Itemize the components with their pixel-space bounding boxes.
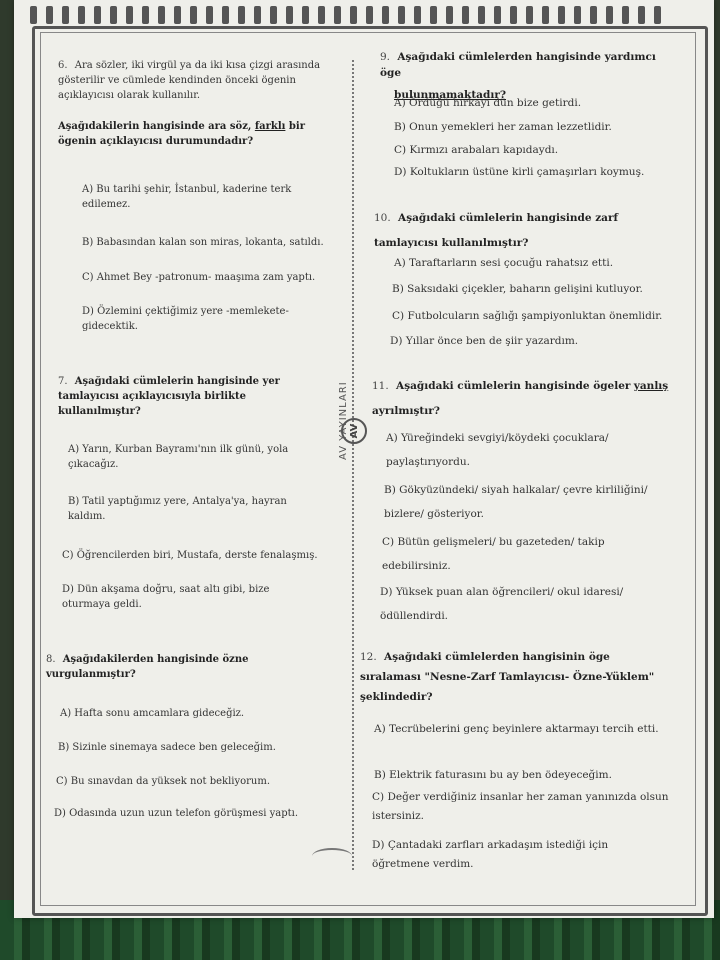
option-d[interactable]: D) Çantadaki zarfları arkadaşım istediği için öğretmene verdim.: [372, 839, 609, 871]
question-stem-part: Aşağıdaki cümlelerden hangisinde yardımcı öge: [380, 51, 656, 79]
option-c[interactable]: C) Kırmızı arabaları kapıdaydı.: [394, 144, 559, 156]
question-6: [58, 58, 343, 149]
option-a[interactable]: A) Ördüğü hırkayı dün bize getirdi.: [394, 97, 582, 109]
question-7: [58, 374, 298, 419]
question-stem-emphasis: yanlış: [633, 380, 669, 392]
question-stem: Aşağıdakilerden hangisinde özne vurgulanmıştır?: [46, 654, 249, 680]
option-c[interactable]: C) Öğrencilerden biri, Mustafa, derste fenalaşmış.: [62, 550, 318, 561]
question-stem-emphasis: bulunmamaktadır?: [394, 88, 507, 101]
option-b[interactable]: B) Saksıdaki çiçekler, baharın gelişini kutluyor.: [392, 283, 643, 295]
option-d[interactable]: D) Koltukların üstüne kirli çamaşırları koymuş.: [394, 166, 645, 178]
question-stem: [58, 119, 343, 149]
question-stem-part: ayrılmıştır?: [372, 405, 440, 418]
option-c[interactable]: C) Bu sınavdan da yüksek not bekliyorum.: [56, 776, 271, 787]
option-a[interactable]: A) Yüreğindeki sevgiyi/köydeki çocuklara/ paylaştırıyordu.: [386, 432, 609, 469]
option-d[interactable]: D) Dün akşama doğru, saat altı gibi, bize oturmaya geldi.: [62, 584, 270, 610]
option-a[interactable]: A) Bu tarihi şehir, İstanbul, kaderine terk edilemez.: [82, 184, 292, 210]
spiral-binding: [30, 6, 690, 24]
question-number: 12.: [360, 651, 377, 663]
option-c[interactable]: C) Ahmet Bey -patronum- maaşıma zam yaptı.: [82, 272, 316, 283]
question-stem-emphasis: farklı: [254, 121, 286, 132]
question-number: 9.: [380, 51, 391, 63]
option-a[interactable]: A) Yarın, Kurban Bayramı'nın ilk günü, yola çıkacağız.: [68, 444, 289, 470]
question-8: [46, 652, 276, 682]
question-stem: Aşağıdaki cümlelerden hangisinin öge sıralaması "Nesne-Zarf Tamlayıcısı- Özne-Yüklem" şeklindedir?: [360, 651, 655, 703]
option-b[interactable]: B) Gökyüzündeki/ siyah halkalar/ çevre kirliliğini/ bizlere/ gösteriyor.: [384, 484, 648, 521]
option-b[interactable]: B) Elektrik faturasını bu ay ben ödeyeceğim.: [374, 769, 612, 781]
option-a[interactable]: A) Hafta sonu amcamlara gideceğiz.: [60, 708, 245, 719]
question-stem: Aşağıdaki cümlelerin hangisinde zarf tamlayıcısı kullanılmıştır?: [374, 212, 619, 250]
option-b[interactable]: B) Sizinle sinemaya sadece ben geleceğim.: [58, 742, 276, 753]
question-number: 6.: [58, 60, 68, 71]
option-a[interactable]: A) Tecrübelerini genç beyinlere aktarmayı tercih etti.: [374, 723, 659, 735]
publisher-logo-icon: AV: [341, 418, 367, 444]
question-10: [374, 206, 674, 256]
option-d[interactable]: D) Yüksek puan alan öğrencileri/ okul idaresi/ ödüllendirdi.: [380, 586, 624, 623]
question-number: 11.: [372, 380, 389, 392]
question-number: 7.: [58, 376, 68, 387]
question-stem-part: Aşağıdakilerin hangisinde ara söz,: [58, 121, 252, 132]
option-b[interactable]: B) Tatil yaptığımız yere, Antalya'ya, hayran kaldım.: [68, 496, 287, 522]
question-intro: Ara sözler, iki virgül ya da iki kısa çizgi arasında gösterilir ve cümlede kendinden önceki ögenin açıklayıcısı olarak kullanılır.: [58, 60, 321, 101]
option-c[interactable]: C) Değer verdiğiniz insanlar her zaman yanınızda olsun istersiniz.: [372, 791, 669, 823]
question-stem-part: bir ögenin açıklayıcısı durumundadır?: [58, 121, 305, 147]
option-d[interactable]: D) Yıllar önce ben de şiir yazardım.: [390, 335, 579, 347]
option-c[interactable]: C) Bütün gelişmeleri/ bu gazeteden/ takip edebilirsiniz.: [382, 536, 605, 573]
question-number: 10.: [374, 212, 391, 224]
question-11: [372, 374, 672, 424]
page-curl: [312, 848, 352, 864]
option-d[interactable]: D) Odasında uzun uzun telefon görüşmesi yaptı.: [54, 808, 298, 819]
option-b[interactable]: B) Onun yemekleri her zaman lezzetlidir.: [394, 121, 612, 133]
question-number: 8.: [46, 654, 56, 665]
option-c[interactable]: C) Futbolcuların sağlığı şampiyonluktan önemlidir.: [392, 310, 663, 322]
option-a[interactable]: A) Taraftarların sesi çocuğu rahatsız etti.: [394, 257, 614, 269]
option-b[interactable]: B) Babasından kalan son miras, lokanta, satıldı.: [82, 237, 324, 248]
question-12: [360, 648, 660, 708]
publisher-name: AV YAYINLARI: [338, 381, 349, 460]
question-stem: Aşağıdaki cümlelerin hangisinde yer tamlayıcısı açıklayıcısıyla birlikte kullanılmıştır?: [58, 376, 280, 417]
publisher-brand: [338, 340, 368, 480]
question-stem-part: Aşağıdaki cümlelerin hangisinde ögeler: [396, 380, 631, 392]
option-d[interactable]: D) Özlemini çektiğimiz yere -memlekete- gidecektik.: [82, 306, 289, 332]
